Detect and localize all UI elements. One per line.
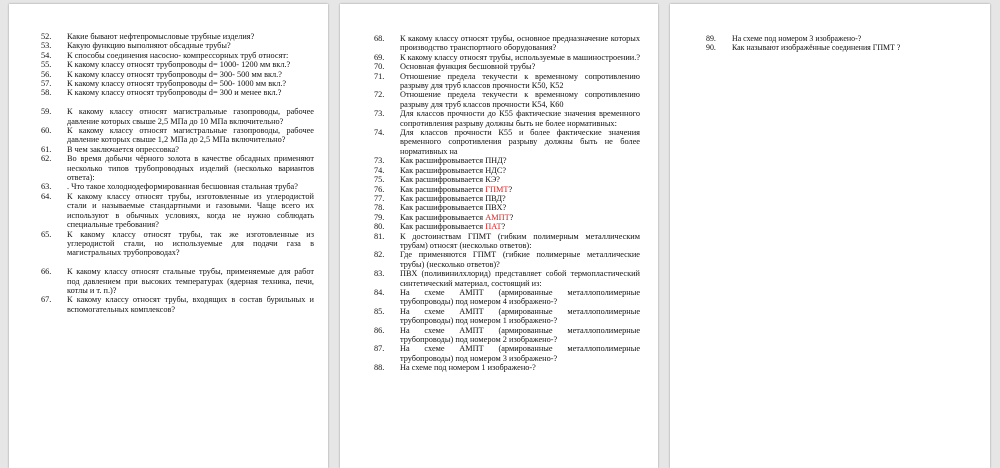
question-item <box>41 70 314 79</box>
question-text: Для классов прочности К55 и более фактические значения временного сопротивления разрыву должны быть не более нормативных на <box>400 128 640 156</box>
question-number: 75. <box>374 175 385 185</box>
question-number: 86. <box>374 325 385 335</box>
question-text: К какому классу относят стальные трубы, применяемые для работ под давлением при высоких температурах (ядерная техника, печи, котлы и т. п.)? <box>67 267 314 295</box>
question-item <box>374 109 640 128</box>
question-text: Основная функция бесшовной трубы? <box>400 62 536 72</box>
question-item <box>374 307 640 326</box>
question-text: На схеме АМПТ (армированные металлополимерные трубопроводы) под номером 3 изображено-? <box>400 344 640 363</box>
question-number: 85. <box>374 306 385 316</box>
question-number: 81. <box>374 231 385 241</box>
question-text: К какому классу относят магистральные газопроводы, рабочее давление которых свыше 1,2 МПа до 2,5 МПа включительно? <box>67 126 314 145</box>
question-item <box>41 60 314 69</box>
question-number: 72. <box>374 90 385 100</box>
question-text: Отношение предела текучести к временному сопротивлению разрыву для труб классов прочности К50, К52 <box>400 71 640 91</box>
question-number: 59. <box>41 107 52 117</box>
question-number: 88. <box>374 363 385 373</box>
question-item <box>374 222 640 231</box>
document-page-1 <box>9 4 328 468</box>
question-text: Как расшифровывается НДС? <box>400 165 507 175</box>
question-text: К какому классу относят трубопроводы d= 500- 1000 мм вкл.? <box>67 79 287 89</box>
question-text: Во время добычи чёрного золота в качестве обсадных применяют несколько типов трубопроводных изделий (несколько вариантов ответа): <box>67 154 314 183</box>
question-item <box>706 34 978 43</box>
question-text: Как расшифровывается ПНД? <box>400 156 507 166</box>
question-item <box>374 250 640 269</box>
question-number: 52. <box>41 32 52 41</box>
question-text: Как расшифровывается ПВД? <box>400 193 506 203</box>
question-text: Какие бывают нефтепромысловые трубные изделия? <box>67 32 255 41</box>
question-text-lead: Как расшифровывается <box>400 212 486 222</box>
question-item <box>374 213 640 222</box>
question-text: К какому классу относят трубы, так же изготовленные из углеродистой стали, но используемые для подачи газа в магистральных трубопроводах? <box>67 229 314 258</box>
question-number: 71. <box>374 71 385 81</box>
question-number: 65. <box>41 229 52 239</box>
question-text: К какому классу относят трубопроводы d= 300 и менее вкл.? <box>67 88 282 98</box>
question-text: Для классов прочности до К55 фактические значения временного сопротивления разрыву должны быть не более нормативных: <box>400 109 640 128</box>
question-item <box>374 175 640 184</box>
question-number: 77. <box>374 193 385 203</box>
question-text: ПВХ (поливинилхлорид) представляет собой термопластический синтетический материал, состоящий из: <box>400 269 640 288</box>
document-page-3 <box>670 4 990 468</box>
question-number: 63. <box>41 182 52 192</box>
question-item <box>374 62 640 71</box>
question-item <box>374 53 640 62</box>
question-item <box>41 182 314 191</box>
question-number: 56. <box>41 69 52 79</box>
question-text <box>400 213 640 222</box>
question-item <box>41 126 314 145</box>
question-item <box>41 51 314 60</box>
question-number: 87. <box>374 344 385 354</box>
highlighted-term: АМПТ <box>485 212 510 222</box>
question-text: На схеме под номером 3 изображено-? <box>732 34 862 43</box>
question-item <box>374 344 640 363</box>
page-2-content <box>374 34 640 373</box>
question-item <box>374 128 640 156</box>
question-item <box>374 269 640 288</box>
question-text: К способы соединения насосно- компрессорных труб относят: <box>67 50 289 60</box>
question-item <box>374 363 640 372</box>
document-page-2 <box>340 4 658 468</box>
question-item <box>41 230 314 258</box>
question-number: 74. <box>374 165 385 175</box>
question-number: 64. <box>41 191 52 201</box>
question-number: 62. <box>41 154 52 164</box>
question-number: 90. <box>706 43 716 52</box>
question-text-lead: Как расшифровывается <box>400 222 486 232</box>
question-text: К какому классу относят трубы, входящих в состав бурильных и вспомогательных комплексов? <box>67 295 314 314</box>
question-item <box>41 88 314 97</box>
question-number: 82. <box>374 250 385 260</box>
question-text-tail: ? <box>508 184 513 194</box>
question-text: К какому классу относят трубы, используемые в машиностроении.? <box>400 52 641 62</box>
question-number: 61. <box>41 144 52 154</box>
question-number: 83. <box>374 269 385 279</box>
question-text: К какому классу относят трубы, изготовленные из углеродистой стали и называемые стандартными и газовыми. Чаще всего их используют в обычных условиях, когда не нужно соблюдать специальные требования? <box>67 191 314 230</box>
question-text: Как называют изображённые соединения ГПМТ ? <box>732 43 901 52</box>
question-item <box>374 232 640 251</box>
question-item <box>374 90 640 109</box>
question-text: Как расшифровывается ПВХ? <box>400 203 507 213</box>
question-item <box>374 203 640 212</box>
question-number: 70. <box>374 62 385 72</box>
question-number: 68. <box>374 34 385 43</box>
question-text: На схеме АМПТ (армированные металлополимерные трубопроводы) под номером 4 изображено-? <box>400 287 640 307</box>
question-item <box>374 34 640 53</box>
question-text <box>400 222 640 231</box>
question-item <box>374 326 640 345</box>
question-text: Как расшифровывается КЭ? <box>400 175 500 185</box>
question-text: Какую функцию выполняют обсадные трубы? <box>67 41 231 51</box>
question-text-lead: Как расшифровывается <box>400 184 486 194</box>
question-item <box>374 194 640 203</box>
question-item <box>41 79 314 88</box>
question-text: К какому классу относят трубопроводы d= 300- 500 мм вкл.? <box>67 69 282 79</box>
question-text: Где применяются ГПМТ (гибкие полимерные металлические трубы) (несколько ответов)? <box>400 250 640 269</box>
question-number: 73. <box>374 156 385 166</box>
question-text <box>400 185 640 194</box>
question-text-tail: ? <box>501 222 506 232</box>
question-number: 84. <box>374 287 385 297</box>
question-text: К какому классу относят трубопроводы d= 1000- 1200 мм вкл.? <box>67 60 291 70</box>
question-item <box>706 43 978 52</box>
question-number: 76. <box>374 184 385 194</box>
question-text: На схеме АМПТ (армированные металлополимерные трубопроводы) под номером 2 изображено-? <box>400 325 640 344</box>
question-text: На схеме под номером 1 изображено-? <box>400 363 536 373</box>
question-text: К какому классу относят магистральные газопроводы, рабочее давление которых свыше 2,5 МПа до 10 МПа включительно? <box>67 107 314 126</box>
question-number: 69. <box>374 52 385 62</box>
question-text: На схеме АМПТ (армированные металлополимерные трубопроводы) под номером 1 изображено-? <box>400 306 640 326</box>
question-text: . Что такое холоднодеформированная бесшовная стальная труба? <box>67 182 298 192</box>
question-item <box>374 288 640 307</box>
highlighted-term: ПАТ <box>485 222 502 232</box>
question-number: 57. <box>41 79 52 89</box>
page-1-content <box>41 32 314 314</box>
question-number: 55. <box>41 60 52 70</box>
question-number: 67. <box>41 295 52 305</box>
question-item <box>374 72 640 91</box>
question-item <box>41 267 314 295</box>
question-text: К какому классу относят трубы, основное предназначение которых производство транспортного оборудования? <box>400 34 640 53</box>
question-number: 79. <box>374 212 385 222</box>
page-3-content <box>706 34 978 52</box>
question-text: В чем заключается опрессовка? <box>67 144 179 154</box>
question-number: 54. <box>41 50 52 60</box>
question-number: 89. <box>706 34 716 43</box>
question-item <box>374 166 640 175</box>
question-item <box>41 145 314 154</box>
question-text-tail: ? <box>509 212 514 222</box>
question-item <box>374 185 640 194</box>
question-item <box>41 154 314 182</box>
question-item <box>41 295 314 314</box>
question-number: 78. <box>374 203 385 213</box>
question-number: 66. <box>41 267 52 277</box>
question-number: 80. <box>374 222 385 232</box>
question-item <box>41 107 314 126</box>
question-number: 60. <box>41 126 52 136</box>
question-item <box>41 41 314 50</box>
highlighted-term: ГПМТ <box>485 184 509 194</box>
question-number: 73. <box>374 109 385 119</box>
question-item <box>374 156 640 165</box>
question-item <box>41 192 314 230</box>
question-number: 74. <box>374 128 385 138</box>
question-item <box>41 32 314 41</box>
question-text: К достоинствам ГПМТ (гибким полимерным металлическим трубам) относят (несколько ответов): <box>400 231 640 250</box>
question-number: 58. <box>41 88 52 98</box>
question-text: Отношение предела текучести к временному сопротивлению разрыву для труб классов прочности К54, К60 <box>400 90 640 109</box>
question-number: 53. <box>41 41 52 51</box>
